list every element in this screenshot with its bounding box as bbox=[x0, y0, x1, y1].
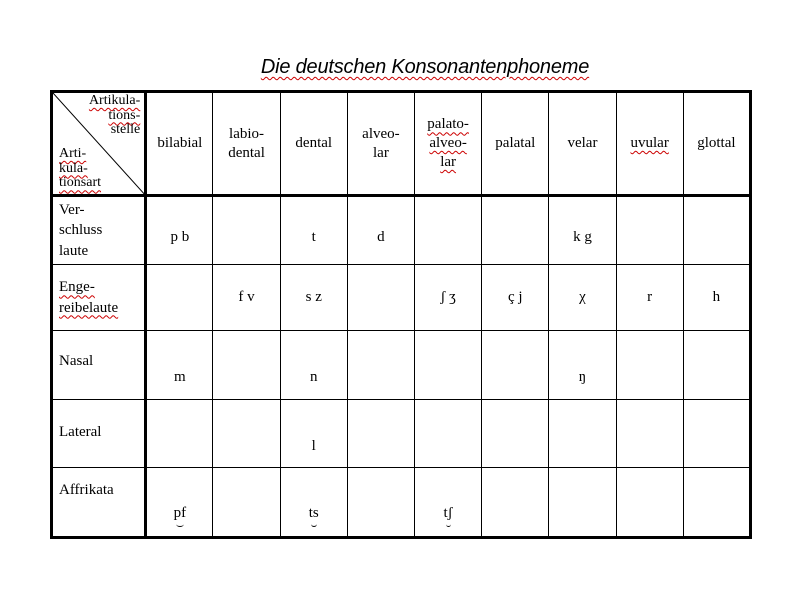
phoneme-cell: ç j bbox=[482, 265, 549, 331]
phoneme-cell bbox=[616, 196, 683, 265]
row-header-nasal: Nasal bbox=[52, 331, 146, 400]
phoneme-cell: d bbox=[347, 196, 414, 265]
phoneme-cell bbox=[683, 331, 750, 400]
phoneme-cell bbox=[146, 400, 213, 468]
table-row-verschlusslaute bbox=[52, 196, 751, 265]
phoneme-cell bbox=[415, 196, 482, 265]
table-row-engereibelaute bbox=[52, 265, 751, 331]
phoneme-cell bbox=[549, 468, 616, 538]
phoneme-cell bbox=[683, 468, 750, 538]
row-header-affrikata: Affrikata bbox=[52, 468, 146, 538]
phoneme-cell: n bbox=[280, 331, 347, 400]
column-header-glottal: glottal bbox=[683, 92, 750, 196]
table-row-nasal bbox=[52, 331, 751, 400]
phoneme-cell bbox=[415, 400, 482, 468]
phoneme-cell: k g bbox=[549, 196, 616, 265]
corner-cell bbox=[52, 92, 146, 196]
affricate-tie-bar: pf bbox=[173, 504, 187, 521]
page-title: Die deutschen Konsonantenphoneme bbox=[260, 56, 590, 78]
phoneme-cell bbox=[213, 196, 280, 265]
header-row bbox=[52, 92, 751, 196]
corner-top-label: Artikula- tions- stelle bbox=[88, 93, 141, 138]
row-header-engereibelaute: Enge- reibelaute bbox=[52, 265, 146, 331]
phoneme-cell bbox=[616, 400, 683, 468]
column-header-dental: dental bbox=[280, 92, 347, 196]
phoneme-cell bbox=[213, 468, 280, 538]
phoneme-cell: h bbox=[683, 265, 750, 331]
column-header-velar: velar bbox=[549, 92, 616, 196]
phoneme-cell bbox=[549, 400, 616, 468]
phoneme-cell bbox=[213, 400, 280, 468]
row-header-verschlusslaute: Ver- schluss laute bbox=[52, 196, 146, 265]
phoneme-cell bbox=[616, 468, 683, 538]
phoneme-cell: f v bbox=[213, 265, 280, 331]
phoneme-cell bbox=[347, 468, 414, 538]
phoneme-cell: t bbox=[280, 196, 347, 265]
phoneme-cell bbox=[347, 331, 414, 400]
phoneme-cell bbox=[146, 468, 213, 538]
phoneme-cell bbox=[482, 400, 549, 468]
column-header-bilabial: bilabial bbox=[146, 92, 213, 196]
phoneme-cell bbox=[415, 331, 482, 400]
phoneme-cell bbox=[347, 400, 414, 468]
table-row-lateral bbox=[52, 400, 751, 468]
column-header-labiodental: labio- dental bbox=[213, 92, 280, 196]
phoneme-cell: r bbox=[616, 265, 683, 331]
column-header-palatal: palatal bbox=[482, 92, 549, 196]
row-header-lateral: Lateral bbox=[52, 400, 146, 468]
phoneme-cell: s z bbox=[280, 265, 347, 331]
phoneme-cell: p b bbox=[146, 196, 213, 265]
phoneme-cell bbox=[482, 468, 549, 538]
consonant-table bbox=[50, 90, 752, 539]
phoneme-cell bbox=[616, 331, 683, 400]
phoneme-cell bbox=[482, 196, 549, 265]
phoneme-cell: l bbox=[280, 400, 347, 468]
phoneme-cell: ŋ bbox=[549, 331, 616, 400]
corner-bottom-label: Arti- kula- tionsart bbox=[59, 145, 101, 191]
column-header-alveolar: alveo- lar bbox=[347, 92, 414, 196]
phoneme-cell bbox=[683, 400, 750, 468]
phoneme-cell bbox=[347, 265, 414, 331]
phoneme-cell: ʃ ʒ bbox=[415, 265, 482, 331]
phoneme-cell bbox=[482, 331, 549, 400]
phoneme-cell: χ bbox=[549, 265, 616, 331]
phoneme-cell: m bbox=[146, 331, 213, 400]
phoneme-cell bbox=[146, 265, 213, 331]
column-header-uvular: uvular bbox=[616, 92, 683, 196]
phoneme-cell bbox=[683, 196, 750, 265]
affricate-tie-bar: ts bbox=[308, 504, 319, 521]
phoneme-cell bbox=[213, 331, 280, 400]
phoneme-cell bbox=[280, 468, 347, 538]
table-row-affrikata bbox=[52, 468, 751, 538]
phoneme-cell bbox=[415, 468, 482, 538]
column-header-palatoalveolar: palato- alveo- lar bbox=[415, 92, 482, 196]
affricate-tie-bar: tʃ bbox=[443, 504, 453, 521]
